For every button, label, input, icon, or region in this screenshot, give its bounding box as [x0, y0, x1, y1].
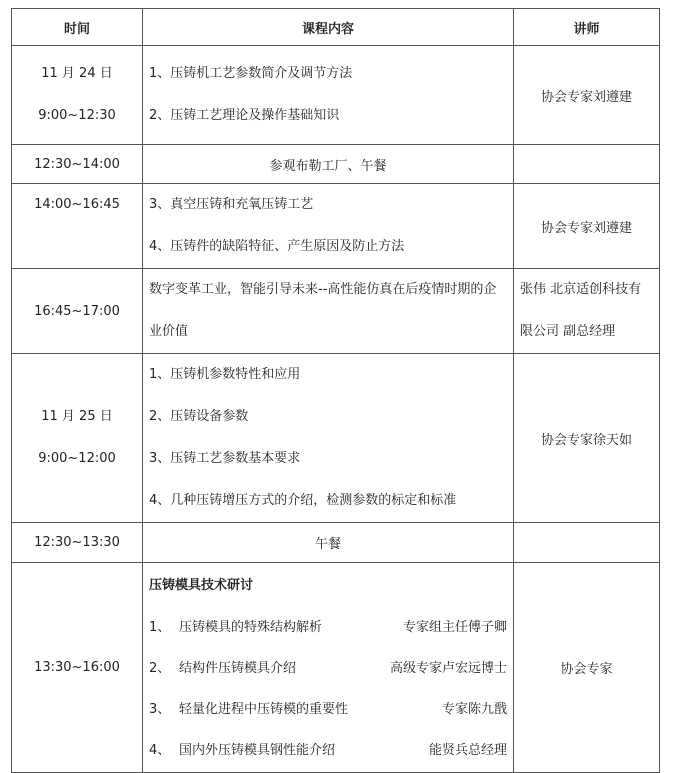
content-cell — [143, 269, 514, 354]
date-text: 11 月 24 日 — [41, 66, 113, 81]
talk-number: 4、 — [149, 742, 171, 758]
content-line: 1、压铸机工艺参数简介及调节方法 — [149, 66, 353, 81]
content-line: 2、压铸设备参数 — [149, 409, 249, 424]
time-cell — [12, 145, 143, 184]
header-row — [12, 9, 660, 46]
content-line: 4、压铸件的缺陷特征、产生原因及防止方法 — [149, 239, 405, 254]
content-cell — [143, 354, 514, 523]
content-cell — [143, 145, 514, 184]
talk-number: 2、 — [149, 660, 171, 676]
content-cell — [143, 563, 514, 773]
table-row — [12, 145, 660, 184]
time-text: 16:45~17:00 — [34, 303, 120, 319]
talk-number: 1、 — [149, 619, 171, 635]
instructor-cell: 协会专家徐天如 — [514, 354, 660, 523]
talk-topic: 轻量化进程中压铸模的重要性 — [179, 701, 349, 717]
content-line: 3、压铸工艺参数基本要求 — [149, 451, 301, 466]
session-title: 压铸模具技术研讨 — [149, 577, 254, 593]
talk-speaker: 高级专家卢宏远博士 — [389, 660, 507, 676]
time-text: 14:00~16:45 — [34, 197, 120, 212]
content-line: 3、真空压铸和充氧压铸工艺 — [149, 197, 314, 212]
content-line: 参观布勒工厂、午餐 — [269, 158, 387, 174]
table-row — [12, 563, 660, 773]
talk-topic: 压铸模具的特殊结构解析 — [179, 619, 323, 635]
instructor-cell: 协会专家刘遵建 — [514, 184, 660, 269]
time-cell — [12, 354, 143, 523]
content-line: 数字变革工业，智能引导未来--高性能仿真在后疫情时期的企业价值 — [149, 282, 497, 339]
talk-item — [149, 648, 507, 689]
content-line: 1、压铸机参数特性和应用 — [149, 367, 301, 382]
header-content: 课程内容 — [143, 9, 514, 46]
time-text: 13:30~16:00 — [34, 660, 120, 675]
time-text: 9:00~12:00 — [38, 451, 116, 466]
content-line: 午餐 — [314, 537, 341, 552]
talk-topic: 国内外压铸模具钢性能介绍 — [179, 742, 336, 758]
time-cell — [12, 269, 143, 354]
talk-speaker: 专家陈九戬 — [441, 701, 507, 717]
time-cell — [12, 523, 143, 563]
time-cell — [12, 563, 143, 773]
instructor-cell — [514, 523, 660, 563]
talk-topic: 结构件压铸模具介绍 — [179, 660, 297, 676]
time-cell — [12, 46, 143, 145]
talk-number: 3、 — [149, 701, 171, 717]
talk-item — [149, 607, 507, 648]
table-row — [12, 269, 660, 354]
header-instructor: 讲师 — [514, 9, 660, 46]
table-row — [12, 46, 660, 145]
content-cell — [143, 523, 514, 563]
time-text: 9:00~12:30 — [38, 108, 116, 123]
instructor-text: 张伟 北京适创科技有限公司 副总经理 — [520, 282, 642, 339]
talk-speaker: 专家组主任傅子卿 — [402, 619, 507, 635]
instructor-cell — [514, 145, 660, 184]
content-line: 2、压铸工艺理论及操作基础知识 — [149, 108, 340, 123]
date-text: 11 月 25 日 — [41, 409, 113, 424]
table-row — [12, 523, 660, 563]
time-text: 12:30~14:00 — [34, 156, 120, 172]
talk-speaker: 能贤兵总经理 — [428, 742, 507, 758]
instructor-cell: 协会专家刘遵建 — [514, 46, 660, 145]
talk-item — [149, 689, 507, 730]
talk-item — [149, 730, 507, 771]
content-cell — [143, 46, 514, 145]
table-row — [12, 184, 660, 269]
instructor-cell — [514, 269, 660, 354]
schedule-table — [11, 8, 660, 773]
content-cell — [143, 184, 514, 269]
time-cell — [12, 184, 143, 269]
table-row — [12, 354, 660, 523]
content-line: 4、几种压铸增压方式的介绍，检测参数的标定和标准 — [149, 493, 457, 508]
time-text: 12:30~13:30 — [34, 535, 120, 550]
instructor-cell: 协会专家 — [514, 563, 660, 773]
header-time: 时间 — [12, 9, 143, 46]
